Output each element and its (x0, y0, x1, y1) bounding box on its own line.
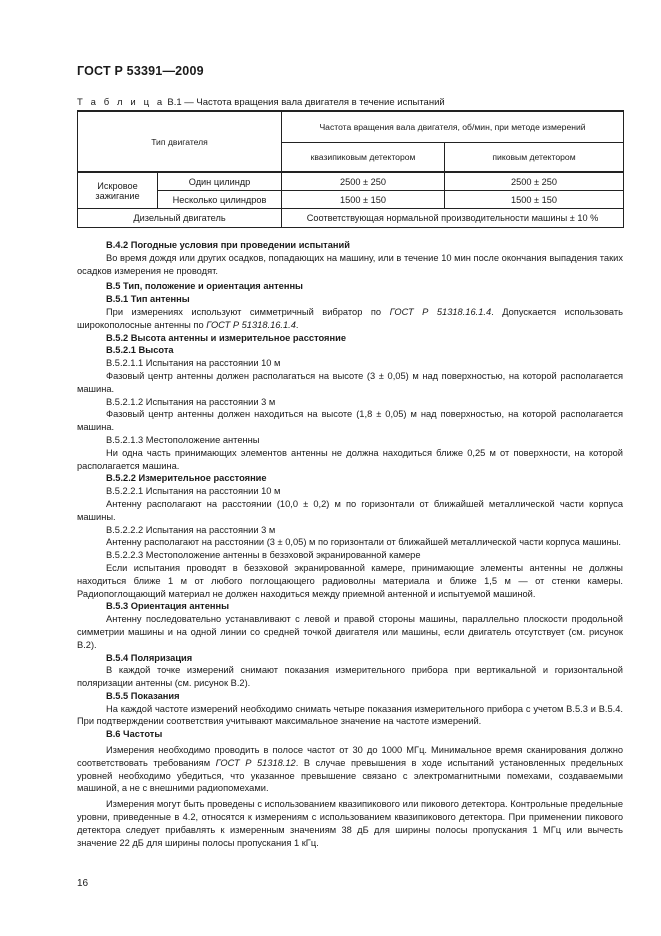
section-heading: В.4.2 Погодные условия при проведении испытаний (106, 240, 350, 250)
row-spark-ignition: Искровое зажигание (78, 172, 158, 209)
section-heading: В.5.4 Поляризация (106, 652, 193, 663)
section-heading: В.5.2.1 Высота (106, 345, 174, 356)
row-multi-cylinder-label: Несколько цилиндров (158, 191, 282, 209)
subsection-title: В.5.2.1.2 Испытания на расстоянии 3 м (106, 396, 276, 407)
paragraph: Ни одна часть принимающих элементов антенны не должна находиться ближе 0,25 м от поверхности, на которой располагается машина. (77, 447, 623, 471)
standard-reference: ГОСТ Р 51318.16.1.4 (206, 319, 296, 330)
row-multi-cylinder-qp: 1500 ± 150 (282, 191, 445, 209)
row-one-cylinder-label: Один цилиндр (158, 172, 282, 191)
paragraph: Измерения могут быть проведены с использованием квазипикового или пикового детектора. Контрольные предельные уровни, приведенные в 4.2, относятся к измерениям с использованием квазипикового детектора. При применении пикового детектора следует прибавлять к измеренным значениям 38 дБ для ширины полосы пропускания 1 МГц или вычесть значение 22 дБ для ширины полосы пропускания 1 кГц. (77, 799, 623, 848)
section-heading: В.5.2 Высота антенны и измерительное расстояние (106, 332, 346, 343)
paragraph: Фазовый центр антенны должен находиться на высоте (1,8 ± 0,05) м над поверхностью, на которой располагается машина. (77, 409, 623, 433)
paragraph: Если испытания проводят в безэховой экранированной камере, принимающие элементы антенны не должны находиться ближе 1 м от любого поглощающего радиоволны материала и ближе 1,5 м — от стенки камеры. Радиопоглощающий материал не должен находиться между приемной антенной и испытуемой машиной. (77, 562, 623, 599)
row-one-cylinder-qp: 2500 ± 250 (282, 172, 445, 191)
row-one-cylinder-peak: 2500 ± 250 (445, 172, 624, 191)
header-qp-detector: квазипиковым детектором (282, 143, 445, 173)
table-caption-text: В.1 — Частота вращения вала двигателя в течение испытаний (167, 97, 445, 108)
subsection-title: В.5.2.2.2 Испытания на расстоянии 3 м (106, 524, 276, 535)
section-heading: В.5.1 Тип антенны (106, 294, 190, 305)
subsection-title: В.5.2.1.3 Местоположение антенны (106, 434, 260, 445)
section-heading: В.5.3 Ориентация антенны (106, 601, 230, 612)
table-caption (77, 97, 445, 108)
paragraph: Во время дождя или других осадков, попадающих на машину, или в течение 10 мин после окончания выпадения таких осадков измерения не проводят. (77, 252, 623, 276)
section-heading: В.5.2.2 Измерительное расстояние (106, 473, 267, 484)
row-diesel-value: Соответствующая нормальной производительности машины ± 10 % (282, 209, 624, 228)
header-engine-type: Тип двигателя (78, 111, 282, 172)
subsection-title: В.5.2.2.1 Испытания на расстоянии 10 м (106, 486, 281, 497)
paragraph: На каждой частоте измерений необходимо снимать четыре показания измерительного прибора с учетом В.5.3 и В.5.4. При подтверждении соответствия учитывают максимальное значение на частоте измерений. (77, 703, 623, 727)
section-heading: В.5 Тип, положение и ориентация антенны (106, 281, 303, 292)
row-multi-cylinder-peak: 1500 ± 150 (445, 191, 624, 209)
subsection-title: В.5.2.2.3 Местоположение антенны в безэховой экранированной камере (106, 550, 421, 561)
paragraph: При измерениях используют симметричный вибратор по ГОСТ Р 51318.16.1.4. Допускается использовать широкополосные антенны по ГОСТ Р 51318.16.1.4. (77, 306, 623, 330)
header-peak-detector: пиковым детектором (445, 143, 624, 173)
section-heading: В.5.5 Показания (106, 690, 180, 701)
rpm-table (77, 110, 624, 228)
paragraph: Антенну располагают на расстоянии (10,0 ± 0,2) м по горизонтали от ближайшей металлической части корпуса машины. (77, 498, 623, 522)
document-id: ГОСТ Р 53391—2009 (77, 64, 204, 78)
row-diesel-label: Дизельный двигатель (78, 209, 282, 228)
paragraph: Измерения необходимо проводить в полосе частот от 30 до 1000 МГц. Минимальное время сканирования должно соответствовать требованиям ГОСТ Р 51318.12. В случае превышения в ходе испытаний установленных предельных уровней необходимо убедиться, что указанное превышение связано с электромагнитными помехами, создаваемыми машиной, а не с внешними радиопомехами. (77, 745, 623, 794)
paragraph: В каждой точке измерений снимают показания измерительного прибора при вертикальной и горизонтальной поляризации антенны (см. рисунок В.2). (77, 665, 623, 689)
header-rpm-group: Частота вращения вала двигателя, об/мин, при методе измерений (282, 111, 624, 143)
subsection-title: В.5.2.1.1 Испытания на расстоянии 10 м (106, 358, 281, 369)
page-number: 16 (77, 878, 89, 889)
paragraph: Антенну последовательно устанавливают с левой и правой стороны машины, параллельно плоскости продольной симметрии машины и на одной линии со средней точкой двигателя или машины, если двигатель отсутствует (см. рисунок В.2). (77, 614, 623, 650)
section-heading: В.6 Частоты (106, 729, 163, 740)
paragraph: Фазовый центр антенны должен располагаться на высоте (3 ± 0,05) м над поверхностью, на которой располагается машина. (77, 370, 623, 394)
body-text (77, 239, 623, 849)
standard-reference: ГОСТ Р 51318.16.1.4 (389, 306, 492, 317)
table-caption-prefix: Т а б л и ц а (77, 97, 165, 108)
paragraph: Антенну располагают на расстоянии (3 ± 0,05) м по горизонтали от ближайшей металлической части корпуса машины. (106, 537, 622, 548)
standard-reference: ГОСТ Р 51318.12 (215, 757, 296, 768)
